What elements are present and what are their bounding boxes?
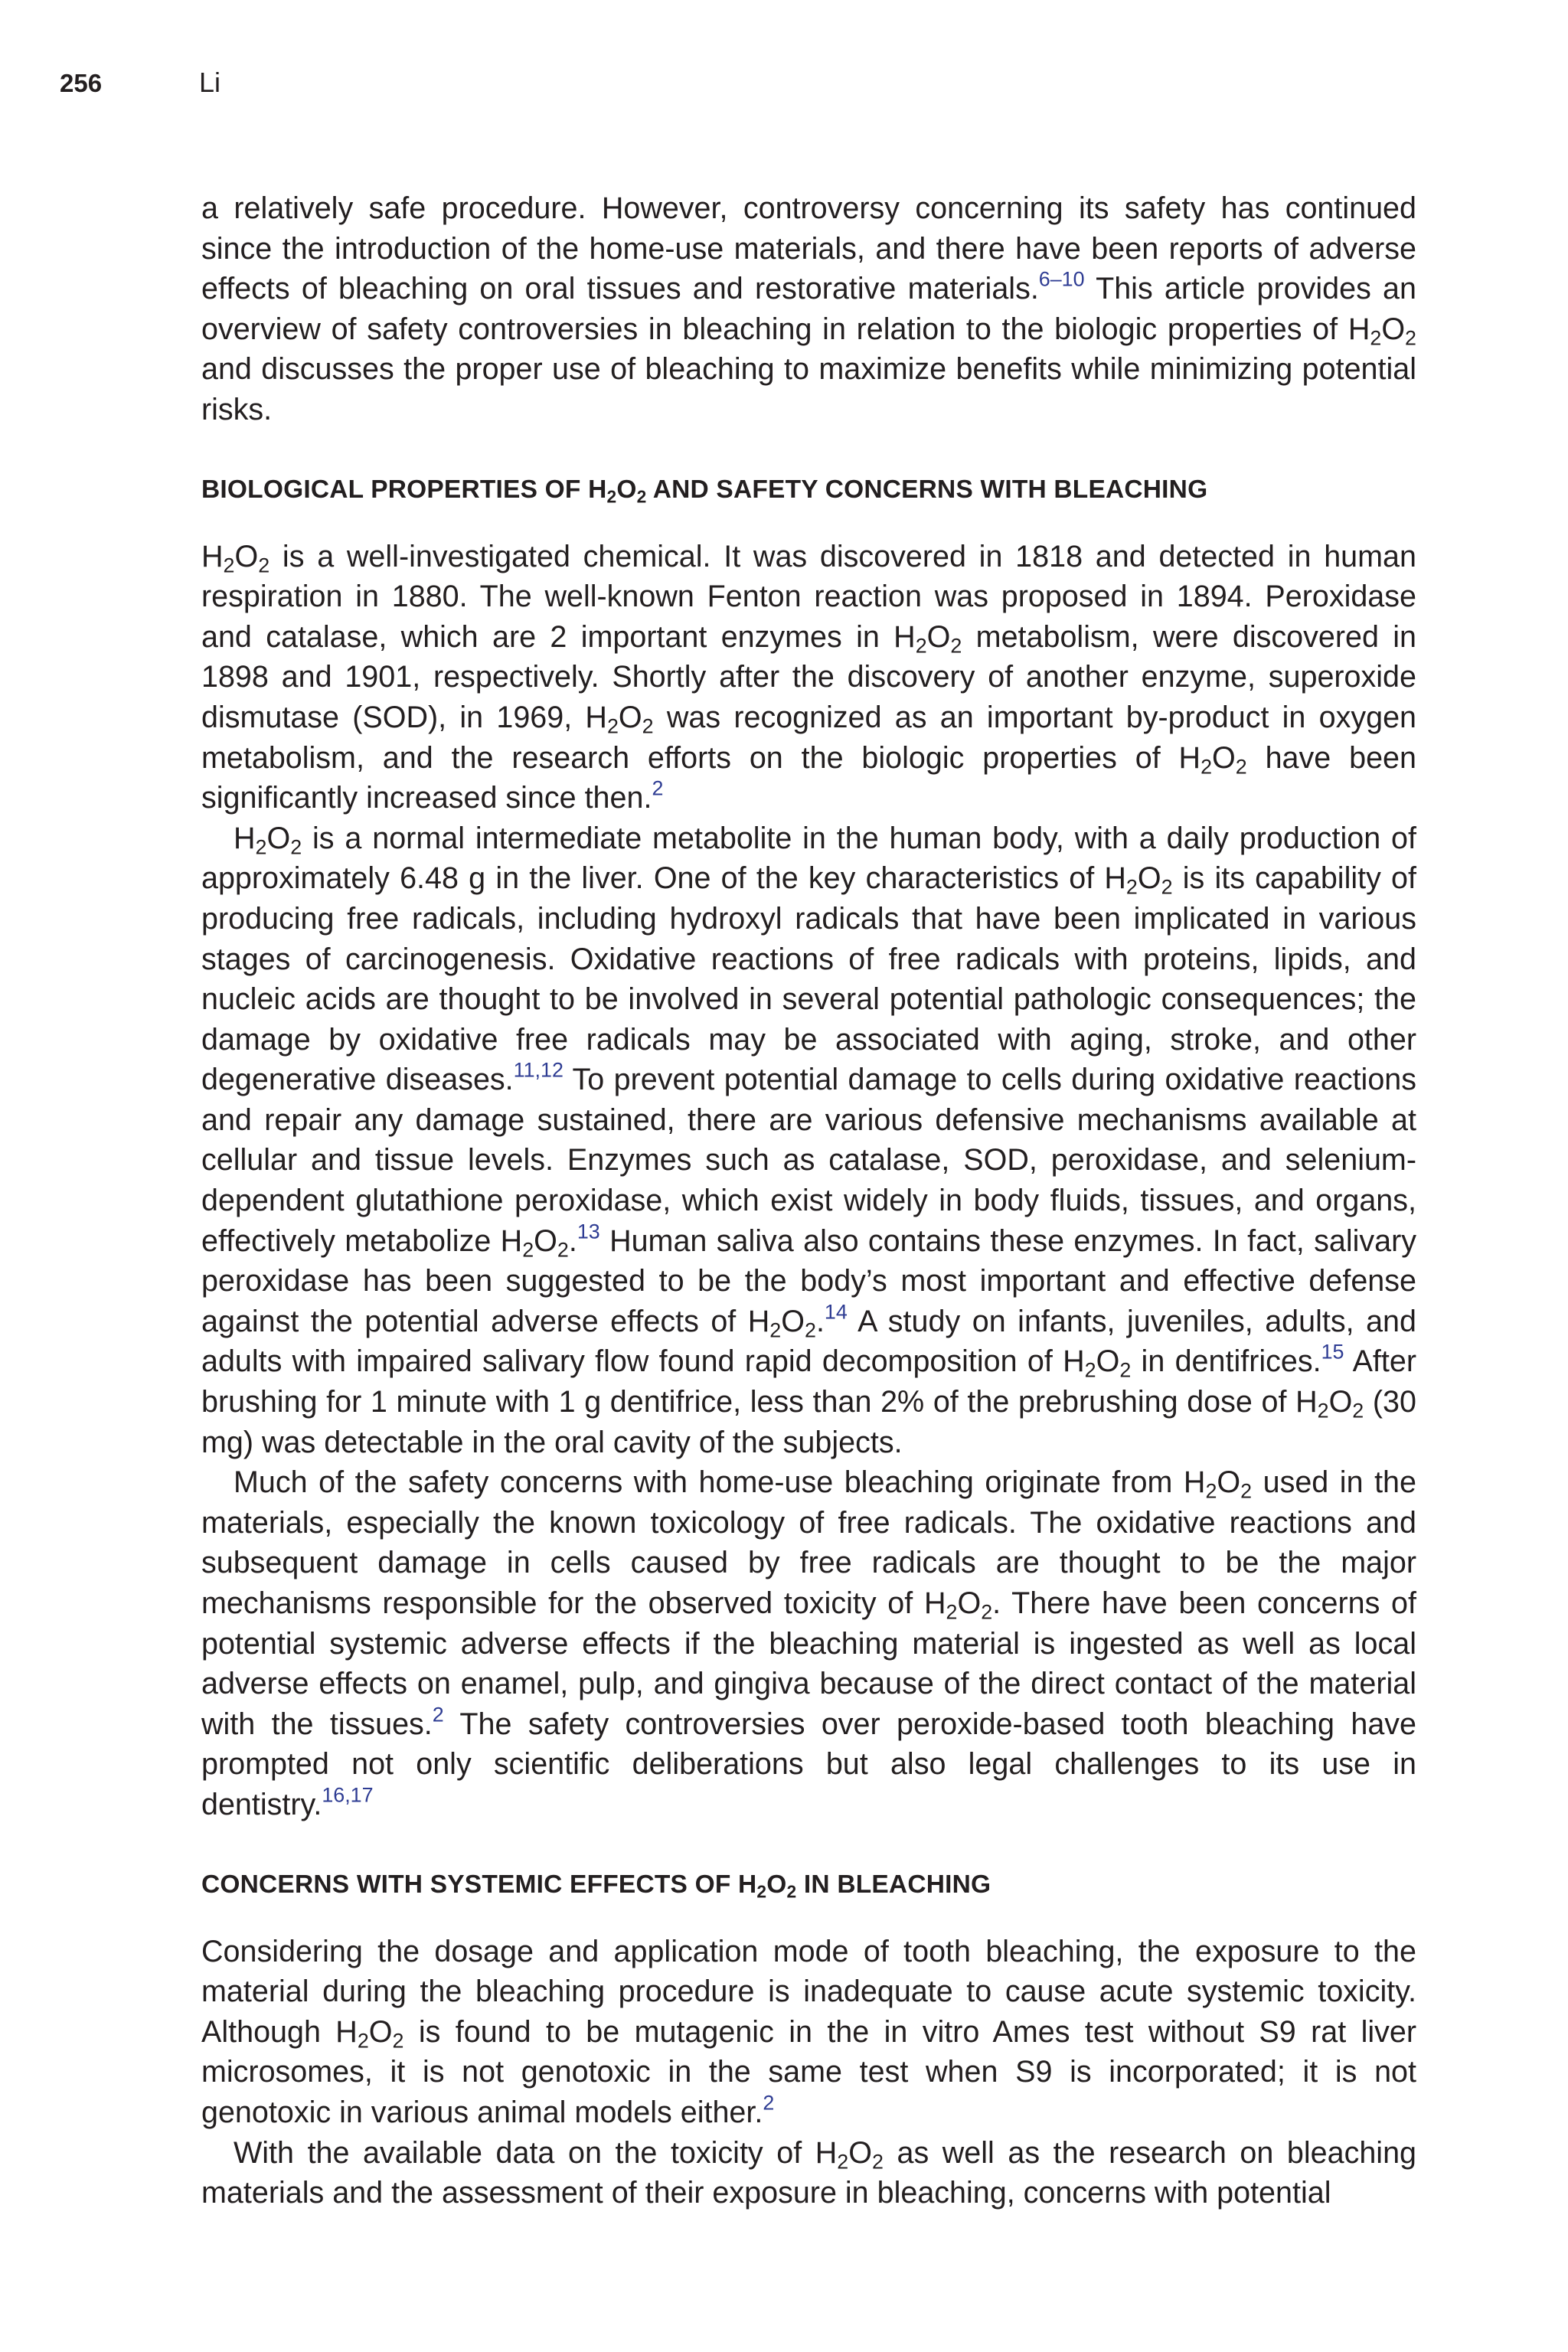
text-run: After brushing for 1 minute with 1 g dentifrice, less than 2% of the prebrushing dose of H [201, 1344, 1417, 1419]
text-run: The safety controversies over peroxide-based tooth bleaching have prompted not only scientific deliberations but also legal challenges to its use in dentistry. [201, 1707, 1417, 1821]
subscript-2: 2 [981, 1600, 993, 1624]
subscript-2: 2 [557, 1238, 569, 1262]
paragraph-systemic-toxicity [201, 1932, 1416, 2133]
text-run: Considering the dosage and application mode of tooth bleaching, the exposure to the material during the bleaching procedure is inadequate to cause acute systemic toxicity. Although H [201, 1934, 1416, 2049]
text-run: O [368, 2014, 393, 2049]
text-run: O [781, 1304, 805, 1338]
running-head [60, 67, 221, 99]
text-run: Much of the safety concerns with home-use bleaching originate from H [234, 1465, 1206, 1500]
subscript-2: 2 [1084, 1358, 1096, 1382]
text-run: used in the materials, especially the known toxicology of free radicals. The oxidative reactions and subsequent damage in cells caused by free radicals are thought to be the major mechanisms responsible for the observed toxicity of H [201, 1465, 1416, 1620]
text-run: To prevent potential damage to cells during oxidative reactions and repair any damage sustained, there are various defensive mechanisms available at cellular and tissue levels. Enzymes such as catalase, SOD, peroxidase, and selenium-dependent glutathione peroxidase, which exist widely in body fluids, tissues, and organs, effectively metabolize H [201, 1063, 1417, 1258]
text-run: O [618, 700, 642, 734]
citation-2[interactable]: 2 [432, 1703, 444, 1726]
subscript-2: 2 [837, 2150, 849, 2174]
subscript-2: 2 [522, 1238, 534, 1262]
heading-run: AND SAFETY CONCERNS WITH BLEACHING [646, 475, 1208, 504]
text-run: . [815, 1304, 825, 1338]
paragraph-h2o2-metabolism [201, 818, 1416, 1463]
text-run: is a normal intermediate metabolite in the human body, with a daily production of approximately 6.48 g in the liver. One of the key characteristics of H [201, 821, 1416, 896]
text-run: O [1096, 1344, 1120, 1379]
subscript-2: 2 [786, 1880, 797, 1901]
text-run: is found to be mutagenic in the in vitro Ames test without S9 rat liver microsomes, it is not genotoxic in the same test when S9 is incorporated; it is not genotoxic in various animal models either. [201, 2014, 1417, 2129]
text-run: H [234, 821, 256, 855]
text-run: O [957, 1586, 982, 1620]
subscript-2: 2 [642, 714, 654, 738]
citation-13[interactable]: 13 [577, 1220, 600, 1243]
running-head-author: Li [199, 67, 221, 98]
text-run: O [534, 1223, 557, 1258]
paragraph-h2o2-history [201, 537, 1416, 818]
citation-15[interactable]: 15 [1321, 1340, 1344, 1364]
text-run: . There have been concerns of potential systemic adverse effects if the bleaching material is ingested as well as local adverse effects on enamel, pulp, and gingiva because of the direct contact of the material with the tissues. [201, 1586, 1416, 1741]
text-run: was recognized as an important by-product in oxygen metabolism, and the research efforts on the biologic properties of H [201, 700, 1417, 775]
text-run: This article provides an overview of safety controversies in bleaching in relation to the biologic properties of H [201, 272, 1416, 346]
page-number: 256 [60, 69, 103, 97]
subscript-2: 2 [606, 485, 617, 506]
paragraph-intro-continued [201, 188, 1416, 430]
text-run: as well as the research on bleaching materials and the assessment of their exposure in bleaching, concerns with potential [201, 2135, 1417, 2210]
subscript-2: 2 [1235, 755, 1247, 779]
subscript-2: 2 [1352, 1399, 1364, 1423]
paragraph-safety-concerns [201, 1462, 1416, 1824]
citation-11-12[interactable]: 11,12 [513, 1058, 564, 1082]
subscript-2: 2 [769, 1318, 782, 1342]
text-run: O [1137, 861, 1161, 896]
subscript-2: 2 [255, 835, 267, 859]
subscript-2: 2 [946, 1600, 958, 1624]
subscript-2: 2 [392, 2029, 404, 2053]
text-run: O [234, 539, 259, 573]
text-run: metabolism, were discovered in 1898 and 1901, respectively. Shortly after the discovery of another enzyme, superoxide dismutase (SOD), in 1969, H [201, 619, 1416, 734]
subscript-2: 2 [804, 1318, 816, 1342]
heading-run: O [616, 475, 637, 504]
text-run: is its capability of producing free radicals, including hydroxyl radicals that have been implicated in various stages of carcinogenesis. Oxidative reactions of free radicals with proteins, lipids, and nucleic acids are thought to be involved in several potential pathologic consequences; the damage by oxidative free radicals may be associated with aging, stroke, and other degenerative diseases. [201, 861, 1416, 1097]
citation-2[interactable]: 2 [652, 776, 664, 800]
text-run: O [926, 619, 951, 654]
subscript-2: 2 [1161, 875, 1173, 899]
text-run: A study on infants, juveniles, adults, and adults with impaired salivary flow found rapid decomposition of H [201, 1304, 1416, 1379]
article-body [201, 188, 1416, 2213]
subscript-2: 2 [636, 485, 647, 506]
subscript-2: 2 [1200, 755, 1213, 779]
subscript-2: 2 [1405, 326, 1416, 350]
citation-14[interactable]: 14 [824, 1300, 848, 1324]
subscript-2: 2 [606, 714, 619, 738]
text-run: O [1217, 1465, 1241, 1500]
paragraph-available-data [201, 2133, 1416, 2213]
text-run: O [848, 2135, 872, 2170]
subscript-2: 2 [950, 634, 962, 658]
text-run: and discusses the proper use of bleaching to maximize benefits while minimizing potential risks. [201, 352, 1416, 426]
subscript-2: 2 [1125, 875, 1138, 899]
citation-2[interactable]: 2 [763, 2091, 775, 2115]
text-run: H [201, 539, 224, 573]
heading-run: BIOLOGICAL PROPERTIES OF H [201, 475, 607, 504]
subscript-2: 2 [871, 2150, 884, 2174]
subscript-2: 2 [357, 2029, 369, 2053]
text-run: in dentifrices. [1131, 1344, 1321, 1379]
text-run: O [1212, 740, 1236, 775]
subscript-2: 2 [290, 835, 302, 859]
text-run: O [1328, 1385, 1353, 1419]
text-run: With the available data on the toxicity of H [234, 2135, 838, 2170]
heading-run: CONCERNS WITH SYSTEMIC EFFECTS OF H [201, 1870, 757, 1899]
subscript-2: 2 [223, 554, 235, 577]
subscript-2: 2 [1317, 1399, 1329, 1423]
text-run: . [568, 1223, 577, 1258]
subscript-2: 2 [1119, 1358, 1132, 1382]
subscript-2: 2 [1205, 1479, 1217, 1503]
section-heading-systemic-effects [201, 1870, 1416, 1900]
subscript-2: 2 [915, 634, 927, 658]
text-run: a relatively safe procedure. However, controversy concerning its safety has continued since the introduction of the home-use materials, and there have been reports of adverse effects of bleaching on oral tissues and restorative materials. [201, 191, 1416, 306]
subscript-2: 2 [1240, 1479, 1253, 1503]
subscript-2: 2 [1370, 326, 1382, 350]
text-run: have been significantly increased since then. [201, 740, 1416, 815]
section-heading-biological-properties [201, 475, 1416, 505]
subscript-2: 2 [258, 554, 270, 577]
citation-16-17[interactable]: 16,17 [322, 1783, 374, 1807]
heading-run: IN BLEACHING [796, 1870, 991, 1899]
citation-6-10[interactable]: 6–10 [1038, 267, 1085, 291]
text-run: O [266, 821, 291, 855]
text-run: Human saliva also contains these enzymes. In fact, salivary peroxidase has been suggested to be the body’s most important and effective defense against the potential adverse effects of H [201, 1223, 1416, 1338]
subscript-2: 2 [756, 1880, 767, 1901]
text-run: is a well-investigated chemical. It was discovered in 1818 and detected in human respiration in 1880. The well-known Fenton reaction was proposed in 1894. Peroxidase and catalase, which are 2 important enzymes in H [201, 539, 1416, 654]
heading-run: O [766, 1870, 787, 1899]
text-run: (30 mg) was detectable in the oral cavity of the subjects. [201, 1385, 1416, 1459]
text-run: O [1381, 312, 1406, 346]
